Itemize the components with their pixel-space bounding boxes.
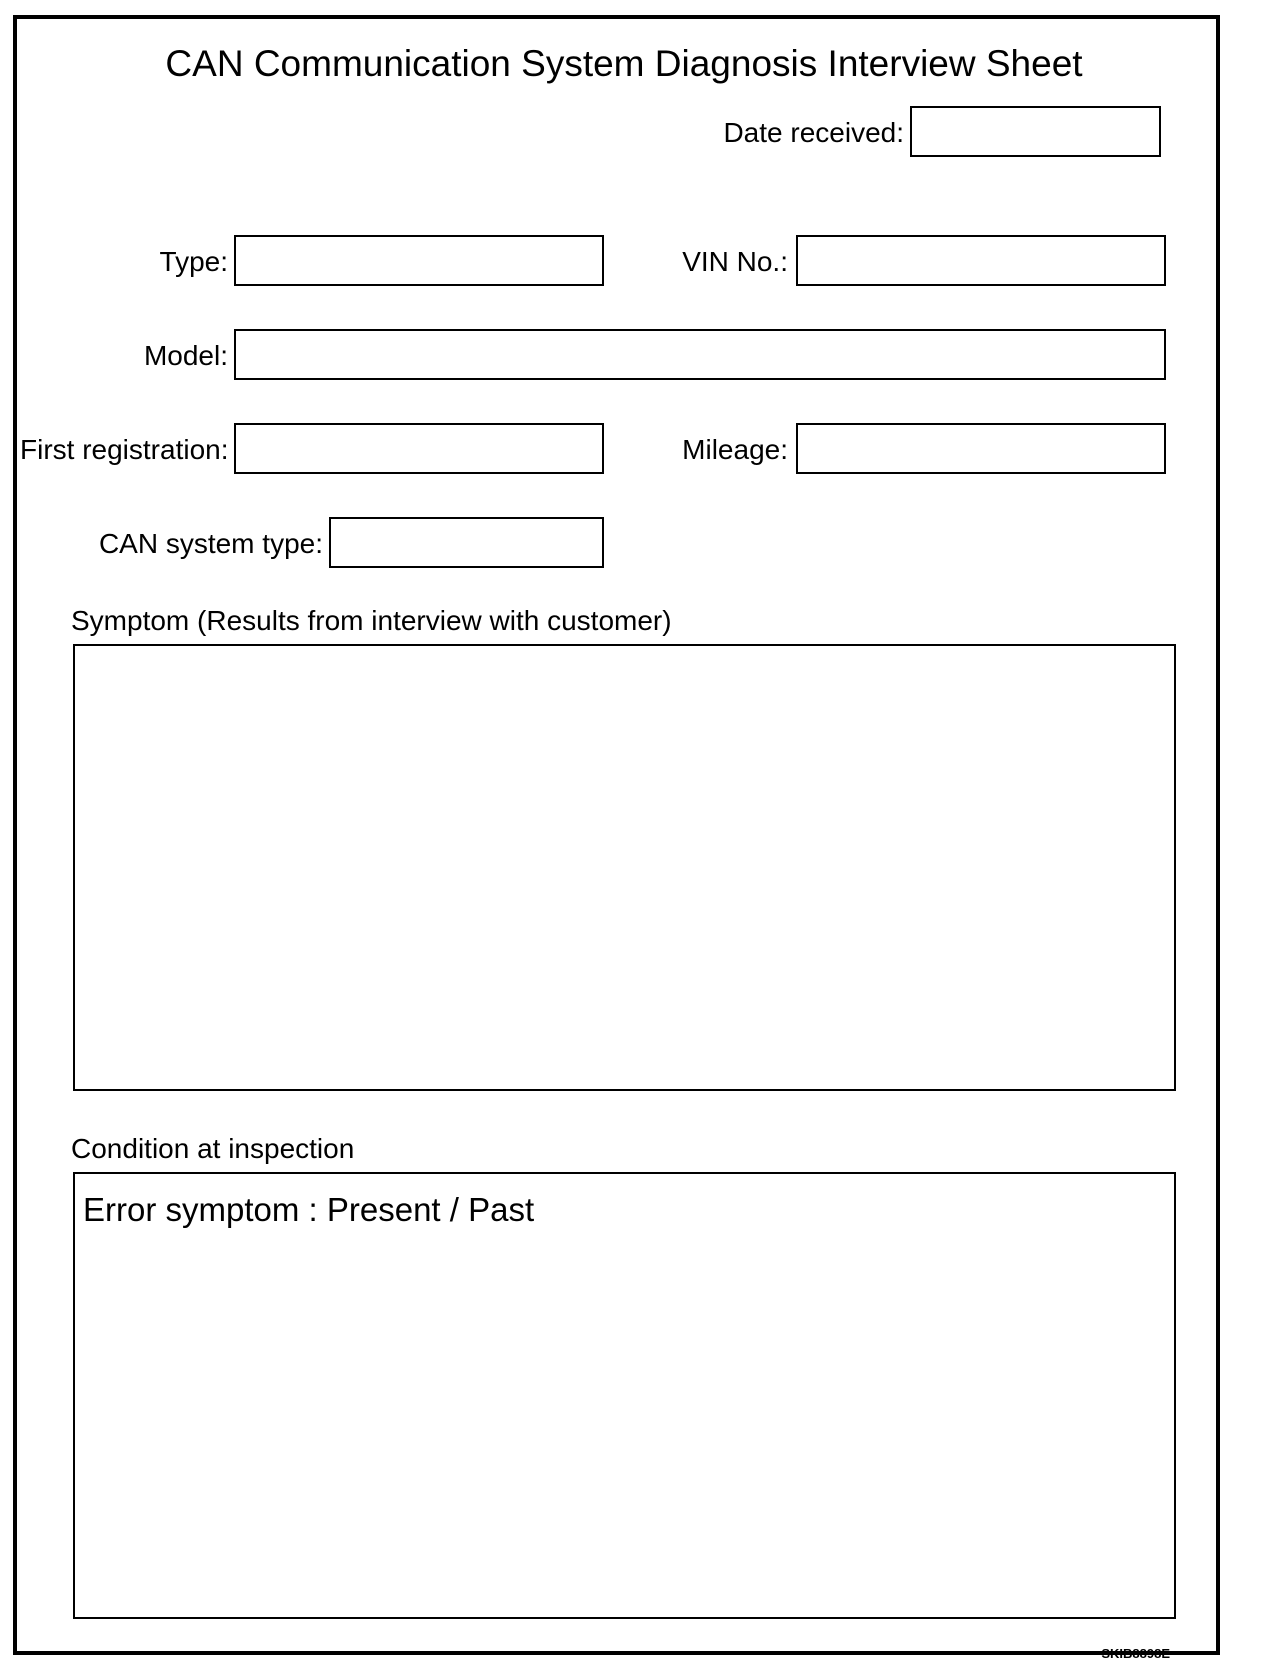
- vin-field[interactable]: [796, 235, 1166, 286]
- figure-code: SKIB8898E: [1101, 1646, 1170, 1661]
- error-symptom-text: Error symptom : Present / Past: [83, 1191, 535, 1228]
- mileage-label: Mileage:: [682, 434, 788, 465]
- symptom-heading: Symptom (Results from interview with customer): [71, 605, 672, 636]
- can-system-type-field[interactable]: [329, 517, 604, 568]
- condition-box[interactable]: [73, 1172, 1176, 1619]
- first-registration-field[interactable]: [234, 423, 604, 474]
- type-label: Type:: [159, 246, 228, 277]
- symptom-box[interactable]: [73, 644, 1176, 1091]
- date-received-label: Date received:: [723, 117, 904, 148]
- can-system-type-label: CAN system type:: [98, 528, 323, 559]
- model-field[interactable]: [234, 329, 1166, 380]
- first-registration-label: First registration:: [20, 434, 229, 465]
- mileage-field[interactable]: [796, 423, 1166, 474]
- vin-label: VIN No.:: [682, 246, 788, 277]
- type-field[interactable]: [234, 235, 604, 286]
- condition-heading: Condition at inspection: [71, 1133, 355, 1164]
- model-label: Model:: [143, 340, 228, 371]
- sheet-title: CAN Communication System Diagnosis Interview Sheet: [165, 43, 1083, 84]
- date-received-field[interactable]: [910, 106, 1161, 157]
